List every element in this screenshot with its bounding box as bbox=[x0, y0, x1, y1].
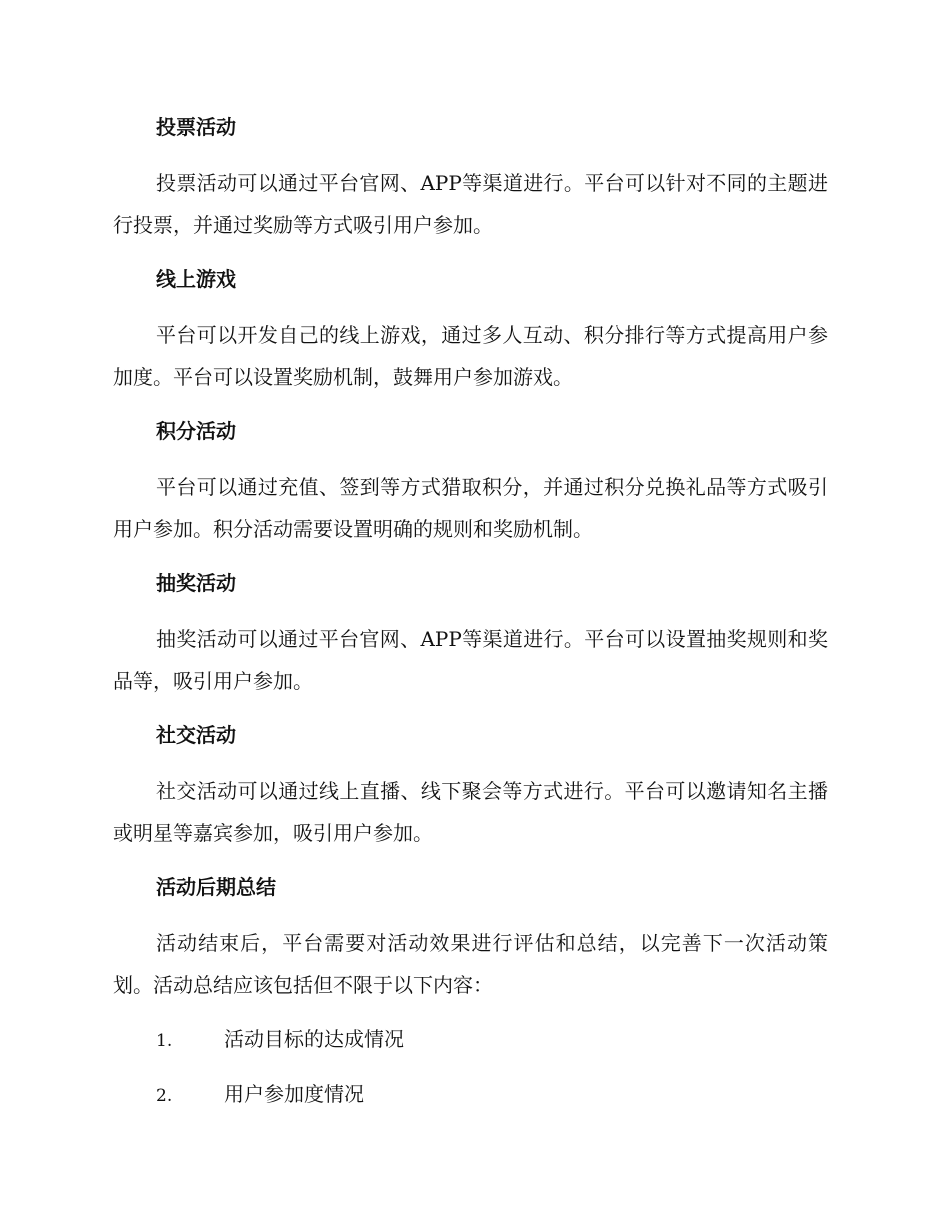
list-item bbox=[156, 1081, 364, 1109]
section-paragraph: 平台可以开发自己的线上游戏，通过多人互动、积分排行等方式提高用户参加度。平台可以设置奖励机制，鼓舞用户参加游戏。 bbox=[113, 323, 828, 389]
section-heading: 投票活动 bbox=[156, 115, 236, 139]
list-item-number: 1. bbox=[156, 1031, 173, 1051]
list-item bbox=[156, 1026, 404, 1054]
section-heading: 抽奖活动 bbox=[156, 571, 236, 595]
section-paragraph: 活动结束后，平台需要对活动效果进行评估和总结，以完善下一次活动策划。活动总结应该包括但不限于以下内容： bbox=[113, 931, 828, 997]
section-heading: 活动后期总结 bbox=[156, 875, 276, 899]
section-paragraph: 抽奖活动可以通过平台官网、APP等渠道进行。平台可以设置抽奖规则和奖品等，吸引用户参加。 bbox=[113, 627, 828, 693]
section-heading: 线上游戏 bbox=[156, 267, 236, 291]
list-item-text: 用户参加度情况 bbox=[224, 1082, 364, 1106]
section-paragraph: 投票活动可以通过平台官网、APP等渠道进行。平台可以针对不同的主题进行投票，并通过奖励等方式吸引用户参加。 bbox=[113, 171, 828, 237]
section-heading: 积分活动 bbox=[156, 419, 236, 443]
section-paragraph: 社交活动可以通过线上直播、线下聚会等方式进行。平台可以邀请知名主播或明星等嘉宾参加，吸引用户参加。 bbox=[113, 779, 828, 845]
list-item-number: 2. bbox=[156, 1086, 173, 1106]
section-heading: 社交活动 bbox=[156, 723, 236, 747]
list-item-text: 活动目标的达成情况 bbox=[224, 1027, 404, 1051]
section-paragraph: 平台可以通过充值、签到等方式猎取积分，并通过积分兑换礼品等方式吸引用户参加。积分活动需要设置明确的规则和奖励机制。 bbox=[113, 475, 828, 541]
